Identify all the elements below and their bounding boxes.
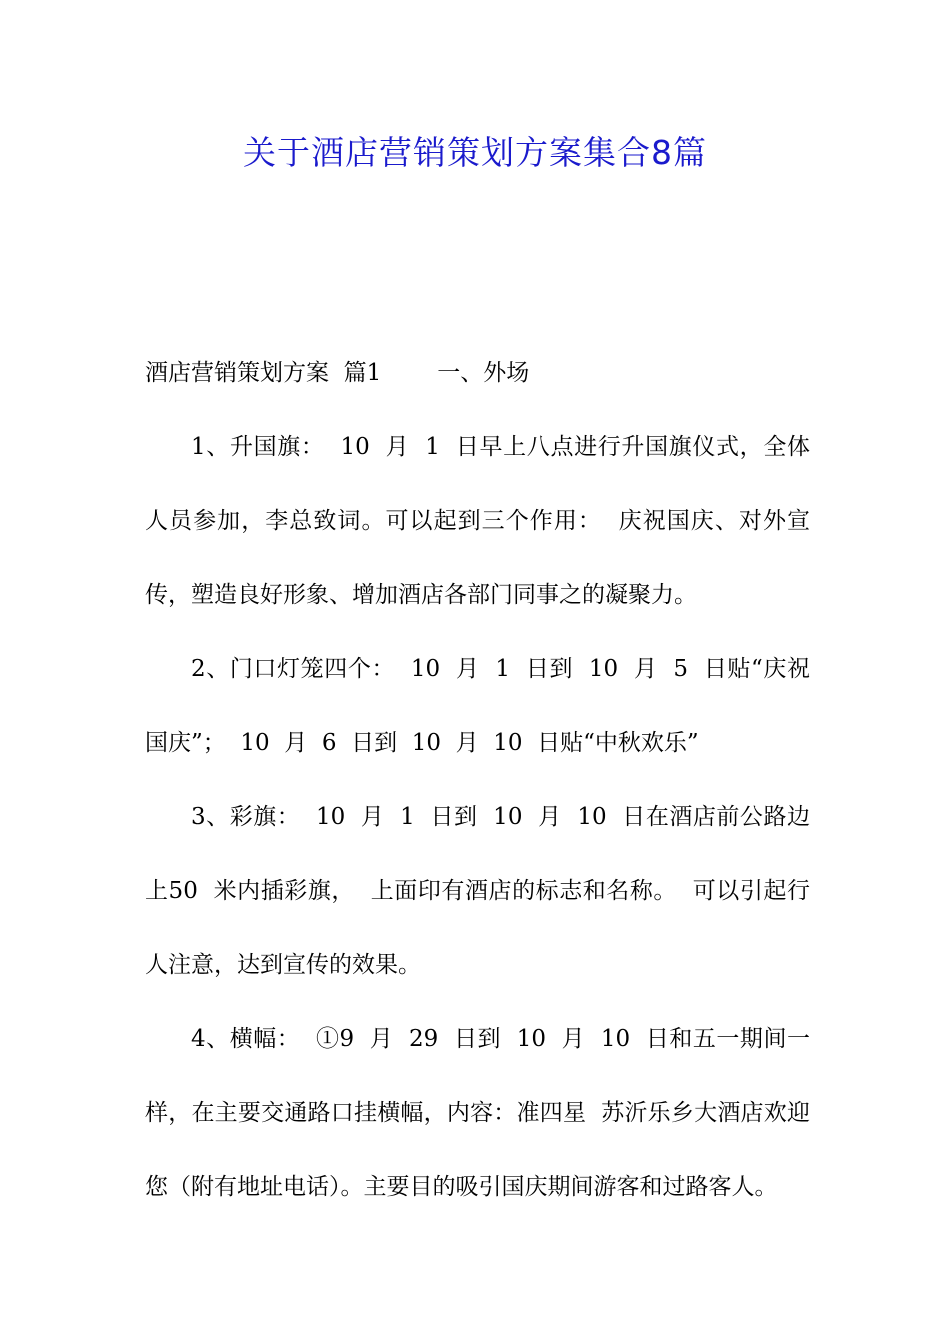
paragraph-1: 1、升国旗： 10 月 1 日早上八点进行升国旗仪式，全体人员参加，李总致词。可以起到三个作用： 庆祝国庆、对外宣传，塑造良好形象、增加酒店各部门同事之的凝聚力。 [145,434,810,608]
section-heading: 酒店营销策划方案 篇1 [145,360,382,386]
paragraph-3: 3、彩旗： 10 月 1 日到 10 月 10 日在酒店前公路边上50 米内插彩旗， 上面印有酒店的标志和名称。 可以引起行人注意，达到宣传的效果。 [145,804,810,978]
section-heading-line [145,336,810,410]
document-body [145,336,810,1224]
paragraph-2: 2、门口灯笼四个： 10 月 1 日到 10 月 5 日贴“庆祝国庆”； 10 月 6 日到 10 月 10 日贴“中秋欢乐” [145,656,810,756]
paragraph-4: 4、横幅： ①9 月 29 日到 10 月 10 日和五一期间一样，在主要交通路口挂横幅，内容：准四星 苏沂乐乡大酒店欢迎您（附有地址电话）。主要目的吸引国庆期间游客和过路客人。 [145,1026,810,1200]
subsection-heading: 一、外场 [437,360,530,386]
document-title: 关于酒店营销策划方案集合8篇 [243,133,707,172]
